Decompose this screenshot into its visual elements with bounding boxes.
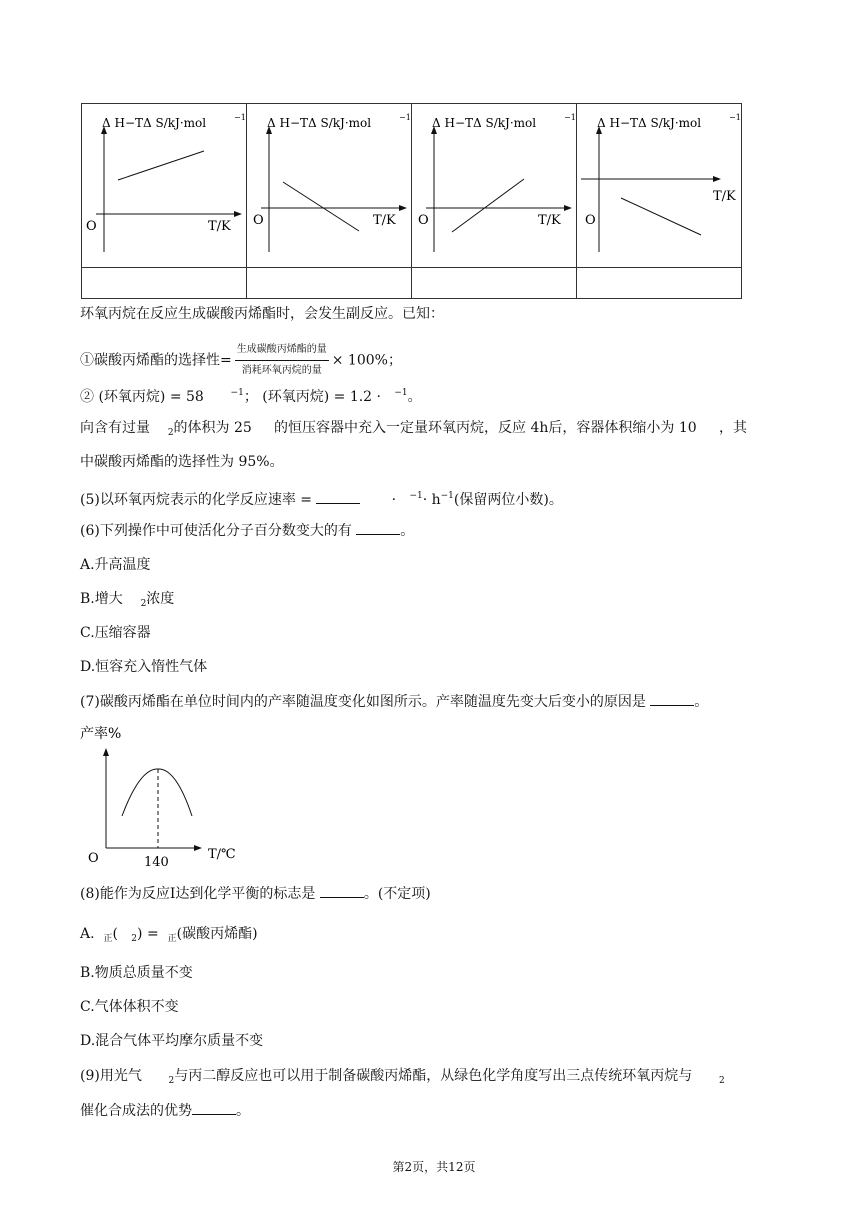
answer-cell-2 (247, 268, 412, 299)
yield-chart-ylabel: 产率% (80, 726, 122, 742)
graph-1-origin: O (86, 219, 97, 234)
question-5: (5)以环氧丙烷表示的化学反应速率 = · $^{-1}\cdot h^{-1}$(保留两位小数)。 (80, 491, 563, 508)
svg-text:−1: −1 (234, 113, 246, 122)
yield-chart-xlabel: T/℃ (208, 847, 236, 862)
graph-3 (412, 104, 576, 263)
graph-1 (82, 104, 246, 263)
graph-4-ylabel: Δ H−TΔ S/kJ·mol (597, 116, 702, 130)
selectivity-fraction: $\frac{\text{生成碳酸丙烯酯的量}}{\text{消耗环氧丙烷的量}}$ (235, 340, 329, 381)
graph-4 (577, 104, 741, 263)
graph-2-xlabel: T/K (373, 213, 396, 228)
graph-4-xlabel: T/K (713, 189, 736, 204)
graph-3-xlabel: T/K (538, 213, 561, 228)
option-6a: A.升高温度 (80, 557, 151, 573)
answer-blank-9[interactable] (192, 1100, 236, 1115)
option-6c: C.压缩容器 (80, 625, 151, 641)
peak-temperature-label: 140 (144, 855, 169, 870)
graph-4-line (621, 198, 701, 235)
answer-cell-4 (577, 268, 742, 299)
yield-curve (122, 769, 192, 816)
answer-cell-1 (82, 268, 247, 299)
option-8b: B.物质总质量不变 (80, 965, 193, 981)
graph-cell-1 (82, 104, 247, 268)
option-6d: D.恒容充入惰性气体 (80, 659, 208, 675)
answer-blank-6[interactable] (356, 520, 400, 535)
svg-text:−1: −1 (564, 113, 576, 122)
question-9-cont: 催化合成法的优势 。 (80, 1100, 250, 1121)
svg-text:−1: −1 (729, 113, 741, 122)
graph-3-ylabel: Δ H−TΔ S/kJ·mol (432, 116, 537, 130)
text-line-2: ①碳酸丙烯酯的选择性= $\frac{\text{生成碳酸丙烯酯的量}}{\text{消耗环氧丙烷的量}}$ × 100%； (80, 340, 402, 381)
answer-blank-8[interactable] (320, 883, 364, 898)
svg-text:−1: −1 (399, 113, 411, 122)
option-8c: C.气体体积不变 (80, 999, 179, 1015)
answer-blank-7[interactable] (650, 691, 694, 706)
question-7: (7)碳酸丙烯酯在单位时间内的产率随温度变化如图所示。产率随温度先变大后变小的原因是 。 (80, 691, 708, 712)
question-6: (6)下列操作中可使活化分子百分数变大的有 。 (80, 520, 414, 541)
text-line-1: 环氧丙烷在反应生成碳酸丙烯酯时，会发生副反应。已知： (80, 306, 444, 322)
graph-2-line (283, 182, 359, 231)
graph-3-line (452, 179, 524, 232)
text-line-3: ② (环氧丙烷) = 58 $^{-1}$； (环氧丙烷) = 1.2 · $^{-1}$。 (80, 388, 422, 405)
answer-blank-5[interactable] (316, 489, 360, 504)
answer-cell-3 (412, 268, 577, 299)
graph-2-origin: O (253, 213, 264, 228)
text-line-4: 向含有过量 $_2$的体积为 25 的恒压容器中充入一定量环氧丙烷，反应 4h后，容器体积缩小为 10 ，其 (80, 420, 747, 438)
question-9: (9)用光气 $_2$与丙二醇反应也可以用于制备碳酸丙烯酯，从绿色化学角度写出三点传统环氧丙烷与 $_2$ (80, 1068, 725, 1086)
yield-chart-origin: O (88, 851, 99, 866)
graph-cell-2 (247, 104, 412, 268)
graph-table (81, 103, 742, 299)
graph-4-origin: O (585, 213, 596, 228)
page-footer: 第2页，共12页 (392, 1160, 476, 1174)
text-line-5: 中碳酸丙烯酯的选择性为 95%。 (80, 454, 284, 470)
yield-chart (78, 718, 258, 874)
graph-3-origin: O (418, 213, 429, 228)
graph-2 (247, 104, 411, 263)
graph-cell-3 (412, 104, 577, 268)
option-8a: A. $_正$( $_2$) = $_正$(碳酸丙烯酯) (80, 926, 258, 944)
option-6b: B.增大 $_2$浓度 (80, 591, 175, 609)
graph-1-ylabel: Δ H−TΔ S/kJ·mol (102, 116, 207, 130)
question-8: (8)能作为反应I达到化学平衡的标志是 。(不定项) (80, 883, 431, 904)
graph-1-xlabel: T/K (208, 219, 231, 234)
graph-2-ylabel: Δ H−TΔ S/kJ·mol (267, 116, 372, 130)
graph-cell-4 (577, 104, 742, 268)
option-8d: D.混合气体平均摩尔质量不变 (80, 1033, 264, 1049)
graph-1-line (118, 151, 204, 180)
